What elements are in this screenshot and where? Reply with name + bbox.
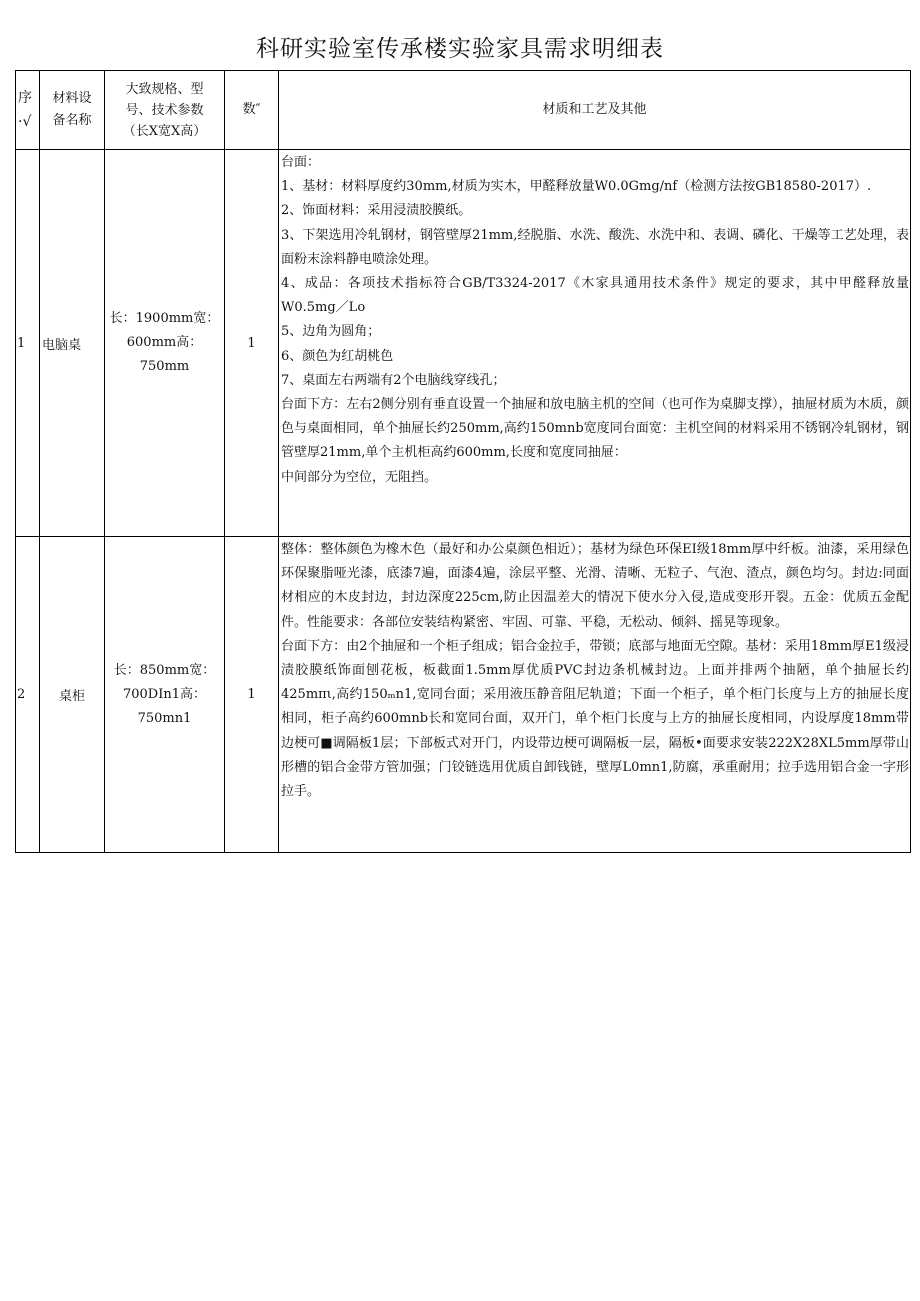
header-spec-line: 大致规格、型 bbox=[125, 81, 204, 97]
row-quantity: 1 bbox=[225, 537, 279, 853]
row-quantity: 1 bbox=[225, 150, 279, 537]
page-title: 科研实验室传承楼实验家具需求明细表 bbox=[256, 36, 664, 62]
header-seq-label: 序 bbox=[18, 90, 32, 106]
header-detail: 材质和工艺及其他 bbox=[279, 71, 911, 150]
detail-line: 中间部分为空位，无阻挡。 bbox=[281, 469, 438, 485]
header-quantity: 数″ bbox=[225, 71, 279, 150]
detail-line: 台面： bbox=[281, 155, 321, 170]
row-seq: 2 bbox=[16, 537, 40, 853]
table-header-row bbox=[16, 71, 911, 150]
detail-line: 1、基材：材料厚度约30mm,材质为实木，甲醛释放量W0.0Gmg/nf（检测方法按GB18580-2017）. bbox=[281, 179, 872, 195]
row-spec-line: 600mm高：750mm bbox=[126, 335, 203, 374]
table-row bbox=[16, 537, 911, 853]
detail-line: 整体：整体颜色为橡木色（最好和办公桌颜色相近）；基材为绿色环保EI级18mm厚中纤板。油漆，采用绿色环保聚脂哑光漆，底漆7遍，面漆4遍，涂层平整、光滑、清晰、无粒子、气泡、渣点，颜色均匀。封边:同面材相应的木皮封边，封边深度225cm,防止因温差大的情况下使水分入侵,造成变形开裂。五金：优质五金配件。性能要求：各部位安装结构紧密、牢固、可靠、平稳，无松动、倾斜、摇晃等现象。 bbox=[281, 542, 909, 630]
row-seq: 1 bbox=[16, 150, 40, 537]
detail-line: 2、饰面材料：采用浸渍胶膜纸。 bbox=[281, 203, 472, 219]
requirements-table bbox=[15, 70, 911, 853]
detail-line: 6、颜色为红胡桃色 bbox=[281, 348, 394, 364]
row-spec-line: 750mn1 bbox=[137, 710, 192, 726]
row-detail bbox=[279, 537, 911, 853]
header-material-name bbox=[40, 71, 105, 150]
row-spec bbox=[105, 537, 225, 853]
row-spec-line: 长：1900mm宽： bbox=[109, 311, 220, 326]
header-seq-mark: ·√ bbox=[18, 114, 32, 130]
header-name-line: 材料设 bbox=[52, 91, 92, 106]
row-item-name: 电脑桌 bbox=[40, 150, 105, 537]
row-spec bbox=[105, 150, 225, 537]
header-seq bbox=[16, 71, 40, 150]
detail-line: 4、成品：各项技术指标符合GB/T3324-2017《木家具通用技术条件》规定的要求，其中甲醛释放量W0.5mg／Lo bbox=[281, 276, 909, 316]
detail-line: 5、边角为圆角； bbox=[281, 324, 381, 340]
header-spec-line: （长X宽X高） bbox=[122, 123, 207, 139]
header-spec bbox=[105, 71, 225, 150]
header-name-line: 备名称 bbox=[52, 113, 92, 128]
header-spec-line: 号、技术参数 bbox=[125, 102, 204, 118]
row-item-name: 桌柜 bbox=[40, 537, 105, 853]
detail-line: 台面下方：由2个抽屉和一个柜子组成；铝合金拉手，带锁；底部与地面无空隙。基材：采用18mm厚E1级浸渍胶膜纸饰面刨花板，板截面1.5mm厚优质PVC封边条机械封边。上面并排两个抽陋，单个抽屉长约425mπι,高约150ₘn1,宽同台面；采用液压静音阻尼轨道；下面一个柜子，单个柜门长度与上方的抽屉长度相同，柜子高约600mnb长和宽同台面，双开门，单个柜门长度与上方的抽屉长度相同，内设厚度18mm带边梗可■调隔板1层；下部板式对开门，内设带边梗可调隔板一层，隔板•面要求安装222X28XL5mm厚带山形槽的铝合金带方管加强；门铰链选用优质自卸钱链，壁厚L0mn1,防腐，承重耐用；拉手选用铝合金一字形拉手。 bbox=[281, 638, 909, 800]
row-spec-line: 长：850mm宽： bbox=[113, 662, 216, 678]
detail-line: 台面下方：左右2侧分别有垂直设置一个抽屉和放电脑主机的空间（也可作为桌脚支撑），抽屉材质为木质，颜色与桌面相同，单个抽屉长约250mm,高约150mnb宽度同台面宽：主机空间的材料采用不锈钢冷轧钢材，钢管壁厚21mm,单个主机柜高约600mm,长度和宽度同抽屉： bbox=[281, 397, 909, 461]
row-spec-line: 700DIn1高： bbox=[122, 686, 206, 702]
row-detail bbox=[279, 150, 911, 537]
table-row bbox=[16, 150, 911, 537]
detail-line: 7、桌面左右两端有2个电脑线穿线孔； bbox=[281, 372, 506, 388]
detail-line: 3、下架选用冷轧钢材，钢管壁厚21mm,经脱脂、水洗、酸洗、水洗中和、表调、磷化、干燥等工艺处理，表面粉末涂料静电喷涂处理。 bbox=[281, 227, 909, 267]
